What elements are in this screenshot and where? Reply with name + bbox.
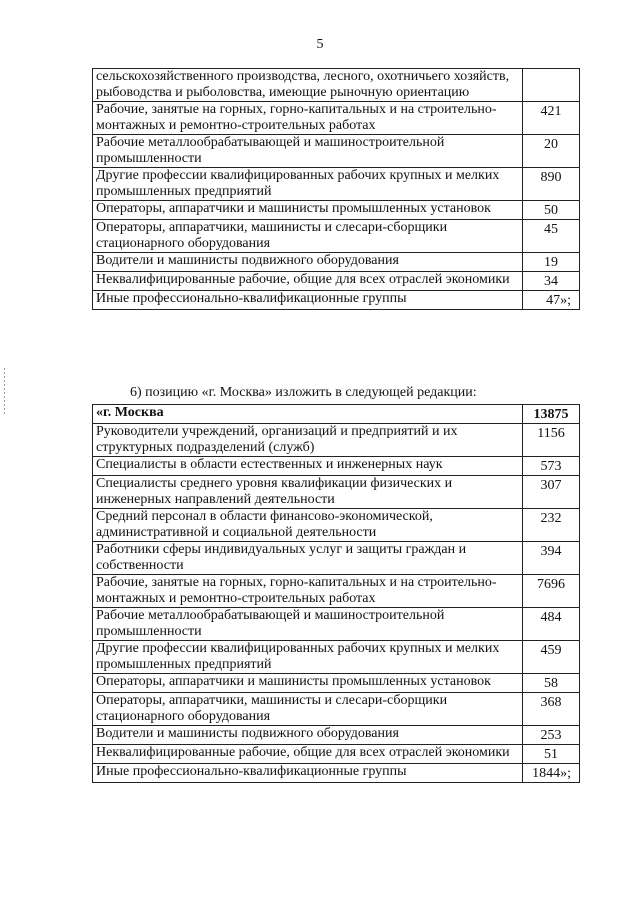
page-number: 5 xyxy=(316,37,324,52)
row-label: Работники сферы индивидуальных услуг и защиты граждан и собственности xyxy=(93,542,523,575)
row-label: Специалисты среднего уровня квалификации физических и инженерных направлений деятельности xyxy=(93,476,523,509)
table-row xyxy=(93,291,580,310)
table-row xyxy=(93,764,580,783)
table-row xyxy=(93,220,580,253)
row-value: 47»; xyxy=(523,291,580,310)
row-value: 232 xyxy=(523,509,580,542)
table-row xyxy=(93,674,580,693)
row-label: Операторы, аппаратчики и машинисты промышленных установок xyxy=(93,674,523,693)
table-row xyxy=(93,693,580,726)
table-row xyxy=(93,272,580,291)
row-value: 34 xyxy=(523,272,580,291)
occupation-table-continued xyxy=(92,68,580,310)
table-row xyxy=(93,726,580,745)
row-label: Водители и машинисты подвижного оборудования xyxy=(93,726,523,745)
row-label: Другие профессии квалифицированных рабочих крупных и мелких промышленных предприятий xyxy=(93,641,523,674)
row-label: Рабочие металлообрабатывающей и машиностроительной промышленности xyxy=(93,608,523,641)
row-label: Неквалифицированные рабочие, общие для всех отраслей экономики xyxy=(93,745,523,764)
table-row xyxy=(93,69,580,102)
row-value: 484 xyxy=(523,608,580,641)
row-label: сельскохозяйственного производства, лесного, охотничьего хозяйств, рыбоводства и рыболовства, имеющие рыночную ориентацию xyxy=(93,69,523,102)
row-label: Руководители учреждений, организаций и предприятий и их структурных подразделений (служб) xyxy=(93,424,523,457)
table-row xyxy=(93,542,580,575)
row-value: 19 xyxy=(523,253,580,272)
row-value xyxy=(523,69,580,102)
row-value: 20 xyxy=(523,135,580,168)
table-row xyxy=(93,135,580,168)
row-value: 459 xyxy=(523,641,580,674)
row-value: 50 xyxy=(523,201,580,220)
row-label: Иные профессионально-квалификационные группы xyxy=(93,291,523,310)
table-row xyxy=(93,641,580,674)
row-label: Специалисты в области естественных и инженерных наук xyxy=(93,457,523,476)
row-label: Операторы, аппаратчики, машинисты и слесари-сборщики стационарного оборудования xyxy=(93,220,523,253)
row-label: Рабочие металлообрабатывающей и машиностроительной промышленности xyxy=(93,135,523,168)
row-value: 394 xyxy=(523,542,580,575)
row-value: 51 xyxy=(523,745,580,764)
row-label: Иные профессионально-квалификационные группы xyxy=(93,764,523,783)
table-row xyxy=(93,745,580,764)
row-value: 7696 xyxy=(523,575,580,608)
table-row xyxy=(93,253,580,272)
table-row xyxy=(93,509,580,542)
edit-instruction: 6) позицию «г. Москва» изложить в следующей редакции: xyxy=(130,385,477,400)
row-label: Рабочие, занятые на горных, горно-капитальных и на строительно-монтажных и ремонтно-строительных работах xyxy=(93,102,523,135)
region-title: «г. Москва xyxy=(93,405,523,424)
row-label: Средний персонал в области финансово-экономической, административной и социальной деятельности xyxy=(93,509,523,542)
table-row xyxy=(93,608,580,641)
table-header-row xyxy=(93,405,580,424)
row-value: 421 xyxy=(523,102,580,135)
margin-scan-mark xyxy=(4,368,5,416)
row-label: Водители и машинисты подвижного оборудования xyxy=(93,253,523,272)
row-value: 58 xyxy=(523,674,580,693)
row-value: 1844»; xyxy=(523,764,580,783)
table-row xyxy=(93,476,580,509)
row-value: 890 xyxy=(523,168,580,201)
row-value: 1156 xyxy=(523,424,580,457)
table-row xyxy=(93,168,580,201)
row-label: Неквалифицированные рабочие, общие для всех отраслей экономики xyxy=(93,272,523,291)
table-row xyxy=(93,102,580,135)
row-label: Рабочие, занятые на горных, горно-капитальных и на строительно-монтажных и ремонтно-строительных работах xyxy=(93,575,523,608)
row-value: 573 xyxy=(523,457,580,476)
table-row xyxy=(93,424,580,457)
moscow-table xyxy=(92,404,580,783)
row-value: 253 xyxy=(523,726,580,745)
row-value: 45 xyxy=(523,220,580,253)
row-label: Операторы, аппаратчики, машинисты и слесари-сборщики стационарного оборудования xyxy=(93,693,523,726)
row-value: 368 xyxy=(523,693,580,726)
table-row xyxy=(93,201,580,220)
row-label: Другие профессии квалифицированных рабочих крупных и мелких промышленных предприятий xyxy=(93,168,523,201)
table-row xyxy=(93,575,580,608)
region-total: 13875 xyxy=(523,405,580,424)
row-value: 307 xyxy=(523,476,580,509)
table-row xyxy=(93,457,580,476)
row-label: Операторы, аппаратчики и машинисты промышленных установок xyxy=(93,201,523,220)
